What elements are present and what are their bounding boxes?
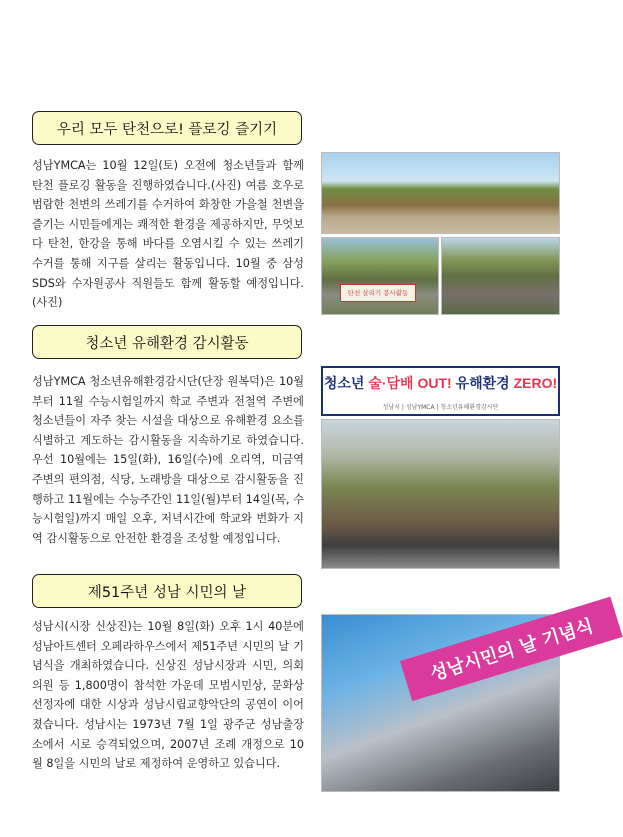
section-title: 우리 모두 탄천으로! 플로깅 즐기기	[56, 121, 278, 138]
section-title: 제51주년 성남 시민의 날	[87, 584, 247, 601]
section-header-citizens-day	[32, 574, 302, 608]
section-header-plogging	[32, 111, 302, 145]
photo-citizens-day	[321, 614, 596, 792]
section-body-youth-watch: 성남YMCA 청소년유해환경감시단(단장 원복덕)은 10월부터 11월 수능시험일까지 학교 주변과 전철역 주변에 청소년들이 자주 찾는 시설을 대상으로 유해환경 요소를 식별하고 계도하는 감시활동을 지속하기로 하였습니다. 우선 10월에는 15일(화), 16일(수)에 오리역, 미금역 주변의 편의점, 식당, 노래방을 대상으로 감시활동을 진행하고 11월에는 수능주간인 11일(월)부터 14일(목, 수능시험일)까지 매일 오후, 저녁시간에 학교와 번화가 지역 감시활동으로 안전한 환경을 조성할 예정입니다.	[32, 375, 304, 545]
photo-plogging-group-2	[441, 237, 560, 315]
photo-banner: 탄천 살리기 봉사활동	[340, 284, 416, 302]
campaign-banner-text: 청소년 술·담배 OUT! 유해환경 ZERO!	[323, 375, 558, 391]
section-body-citizens-day: 성남시(시장 신상진)는 10월 8일(화) 오후 1시 40분에 성남아트센터 오페라하우스에서 제51주년 시민의 날 기념식을 개최하였습니다. 신상진 성남시장과 시민, 의회 의원 등 1,800명이 참석한 가운데 모범시민상, 문화상 선정자에 대한 시상과 성남시립교향악단의 공연이 이어졌습니다. 성남시는 1973년 7월 1일 광주군 성남출장소에서 시로 승격되었으며, 2007년 조례 개정으로 10월 8일을 시민의 날로 제정하여 운영하고 있습니다.	[32, 620, 304, 771]
photo-youth-watch-group	[321, 419, 560, 569]
campaign-banner	[321, 366, 560, 416]
photo-plogging-path	[321, 152, 560, 234]
photo-banner: 성남시민의 날 기념식	[400, 597, 623, 701]
section-body-plogging: 성남YMCA는 10월 12일(토) 오전에 청소년들과 함께 탄천 플로깅 활동을 진행하였습니다.(사진) 여름 호우로 범람한 천변의 쓰레기를 수거하여 화창한 가을철 천변을 즐기는 시민들에게는 쾌적한 환경을 제공하지만, 무엇보다 탄천, 한강을 통해 바다를 오염시킬 수 있는 쓰레기 수거를 통해 지구를 살리는 활동입니다. 10월 중 삼성SDS와 수자원공사 직원들도 함께 활동할 예정입니다.(사진)	[32, 159, 304, 310]
photo-plogging-group	[321, 237, 439, 315]
section-title: 청소년 유해환경 감시활동	[85, 335, 249, 352]
section-header-youth-watch	[32, 325, 302, 359]
campaign-banner-sub: 성남시 | 성남YMCA | 청소년유해환경감시단	[382, 404, 499, 411]
